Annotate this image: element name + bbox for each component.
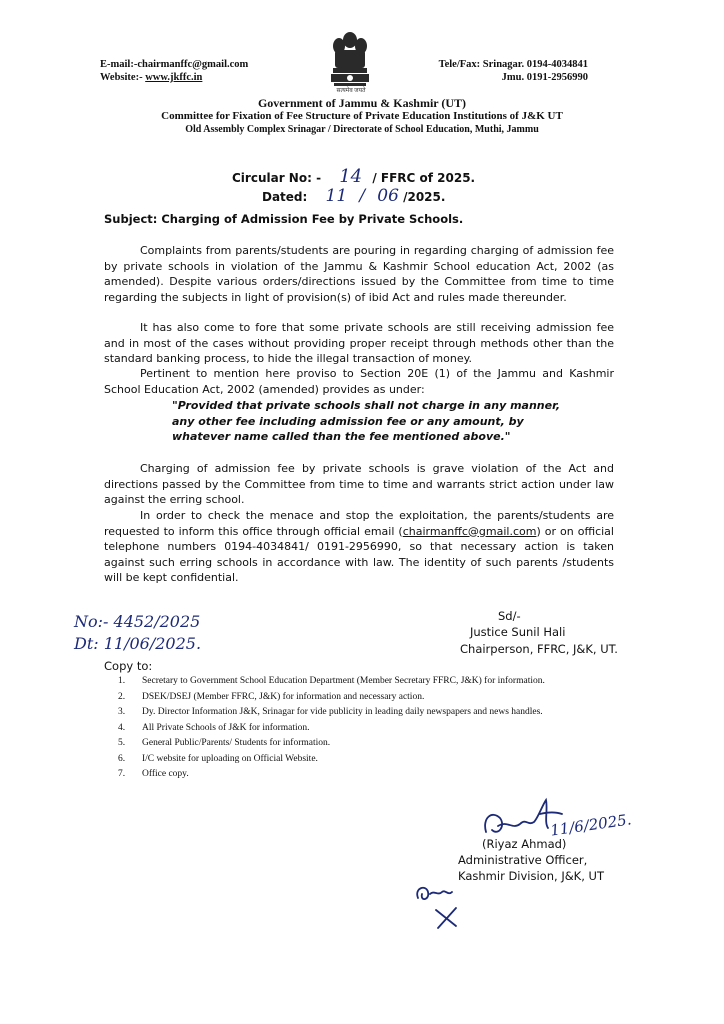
emblem-caption: सत्यमेव जयते [336, 88, 366, 94]
copy-to-item-text: Secretary to Government School Education Department (Member Secretary FFRC, J&K) for information. [142, 676, 545, 686]
circular-no-label: Circular No: - [232, 171, 322, 185]
proviso-quote: "Provided that private schools shall not charge in any manner, any other fee including admission fee or any amount, by whatever name called than the fee mentioned above." [172, 399, 561, 444]
header-address: Old Assembly Complex Srinagar / Directorate of School Education, Muthi, Jammu [185, 124, 539, 135]
copy-to-item-number: 5. [118, 738, 126, 748]
copy-to-item-text: General Public/Parents/ Students for information. [142, 738, 331, 748]
initials-scribble-icon [412, 880, 472, 932]
copy-to-item-text: I/C website for uploading on Official Website. [142, 753, 318, 764]
handwritten-sign-date: 11/6/2025. [549, 810, 633, 840]
copy-to-item-text: Office copy. [142, 769, 189, 779]
circular-date-line [262, 186, 445, 206]
copy-to-item [108, 723, 608, 735]
copy-to-item-text: Dy. Director Information J&K, Srinagar for vide publicity in leading daily newspapers and news handles. [142, 707, 543, 717]
signature-name: Justice Sunil Hali [470, 625, 566, 639]
circular-no-suffix: / FFRC of 2025. [372, 171, 476, 185]
copy-to-item [108, 707, 608, 719]
copy-to-item [108, 692, 608, 704]
handwritten-ref-no: No:- 4452/2025 [74, 612, 201, 631]
circular-date-label: Dated: [262, 190, 308, 204]
copy-to-item-number: 2. [118, 691, 126, 702]
national-emblem-icon [325, 30, 375, 92]
paragraph-complaints [104, 243, 614, 305]
header-committee: Committee for Fixation of Fee Structure of Private Education Institutions of J&K UT [161, 110, 563, 122]
copy-to-item [108, 769, 608, 781]
paragraph-receipts-text: It has also come to fore that some private schools are still receiving admission fee and in most of the cases without providing proper receipt through methods other than the standard banking process, to hide the illegal transaction of money. [104, 321, 614, 366]
paragraph-request-text-a: In order to check the menace and stop the exploitation, the parents/students are requested to inform this office through official email ( [104, 509, 614, 538]
copy-to-item-number: 7. [118, 769, 126, 779]
copy-to-item-number: 1. [118, 676, 126, 686]
paragraph-request-text-b: ) or on official telephone numbers 0194-4034841/ 0191-2956990, so that necessary action is taken against such erring schools in accordance with law. The identity of such parents /students will be kept confidential. [104, 524, 614, 585]
paragraph-proviso [104, 366, 614, 397]
paragraph-violation-text: Charging of admission fee by private schools is grave violation of the Act and directions passed by the Committee from time to time and warrants strict action under law against the erring school. [104, 462, 614, 507]
copy-to-list [108, 676, 608, 785]
paragraph-proviso-text: Pertinent to mention here proviso to Section 20E (1) of the Jammu and Kashmir School Education Act, 2002 (amended) provides as under: [104, 367, 614, 396]
subject-line: Subject: Charging of Admission Fee by Private Schools. [104, 212, 464, 226]
circular-date-month: 06 [377, 186, 399, 206]
signature-sd: Sd/- [498, 609, 521, 623]
signature-designation: Chairperson, FFRC, J&K, UT. [460, 642, 618, 656]
header-website-line [100, 71, 202, 84]
circular-no-line [232, 166, 475, 187]
copy-to-item-number: 6. [118, 753, 126, 764]
official-email-link[interactable]: chairmanffc@gmail.com [402, 524, 537, 538]
paragraph-request [104, 508, 614, 586]
header-email: E-mail:-chairmanffc@gmail.com [100, 59, 249, 70]
paragraph-receipts [104, 320, 614, 367]
copy-to-item-text: DSEK/DSEJ (Member FFRC, J&K) for information and necessary action. [142, 691, 425, 702]
header-jammu-phone: Jmu. 0191-2956990 [501, 72, 588, 83]
header-website-prefix: Website:- [100, 72, 146, 83]
copy-to-item-text: All Private Schools of J&K for information. [142, 722, 310, 733]
circular-date-sep: / [359, 186, 366, 206]
copy-to-label: Copy to: [104, 659, 153, 673]
admin-division: Kashmir Division, J&K, UT [458, 869, 604, 883]
circular-date-day: 11 [325, 186, 348, 206]
copy-to-item-number: 4. [118, 722, 126, 733]
admin-designation: Administrative Officer, [458, 853, 588, 867]
paragraph-violation [104, 461, 614, 508]
copy-to-item [108, 738, 608, 750]
copy-to-item-number: 3. [118, 707, 126, 717]
circular-no-value: 14 [339, 166, 363, 187]
header-website-link[interactable]: www.jkffc.in [145, 72, 203, 83]
handwritten-ref-date: Dt: 11/06/2025. [74, 634, 202, 653]
header-government: Government of Jammu & Kashmir (UT) [257, 96, 467, 110]
header-telfax: Tele/Fax: Srinagar. 0194-4034841 [438, 59, 588, 70]
copy-to-item [108, 676, 608, 688]
circular-date-year: /2025. [403, 190, 446, 204]
admin-name: (Riyaz Ahmad) [482, 837, 567, 851]
copy-to-item [108, 754, 608, 766]
paragraph-complaints-text: Complaints from parents/students are pouring in regarding charging of admission fee by private schools in violation of the Jammu & Kashmir School education Act, 2002 (as amended). Despite various orders/directions issued by the Committee from time to time regarding the subjects in light of provision(s) of ibid Act and rules made thereunder. [104, 244, 614, 304]
